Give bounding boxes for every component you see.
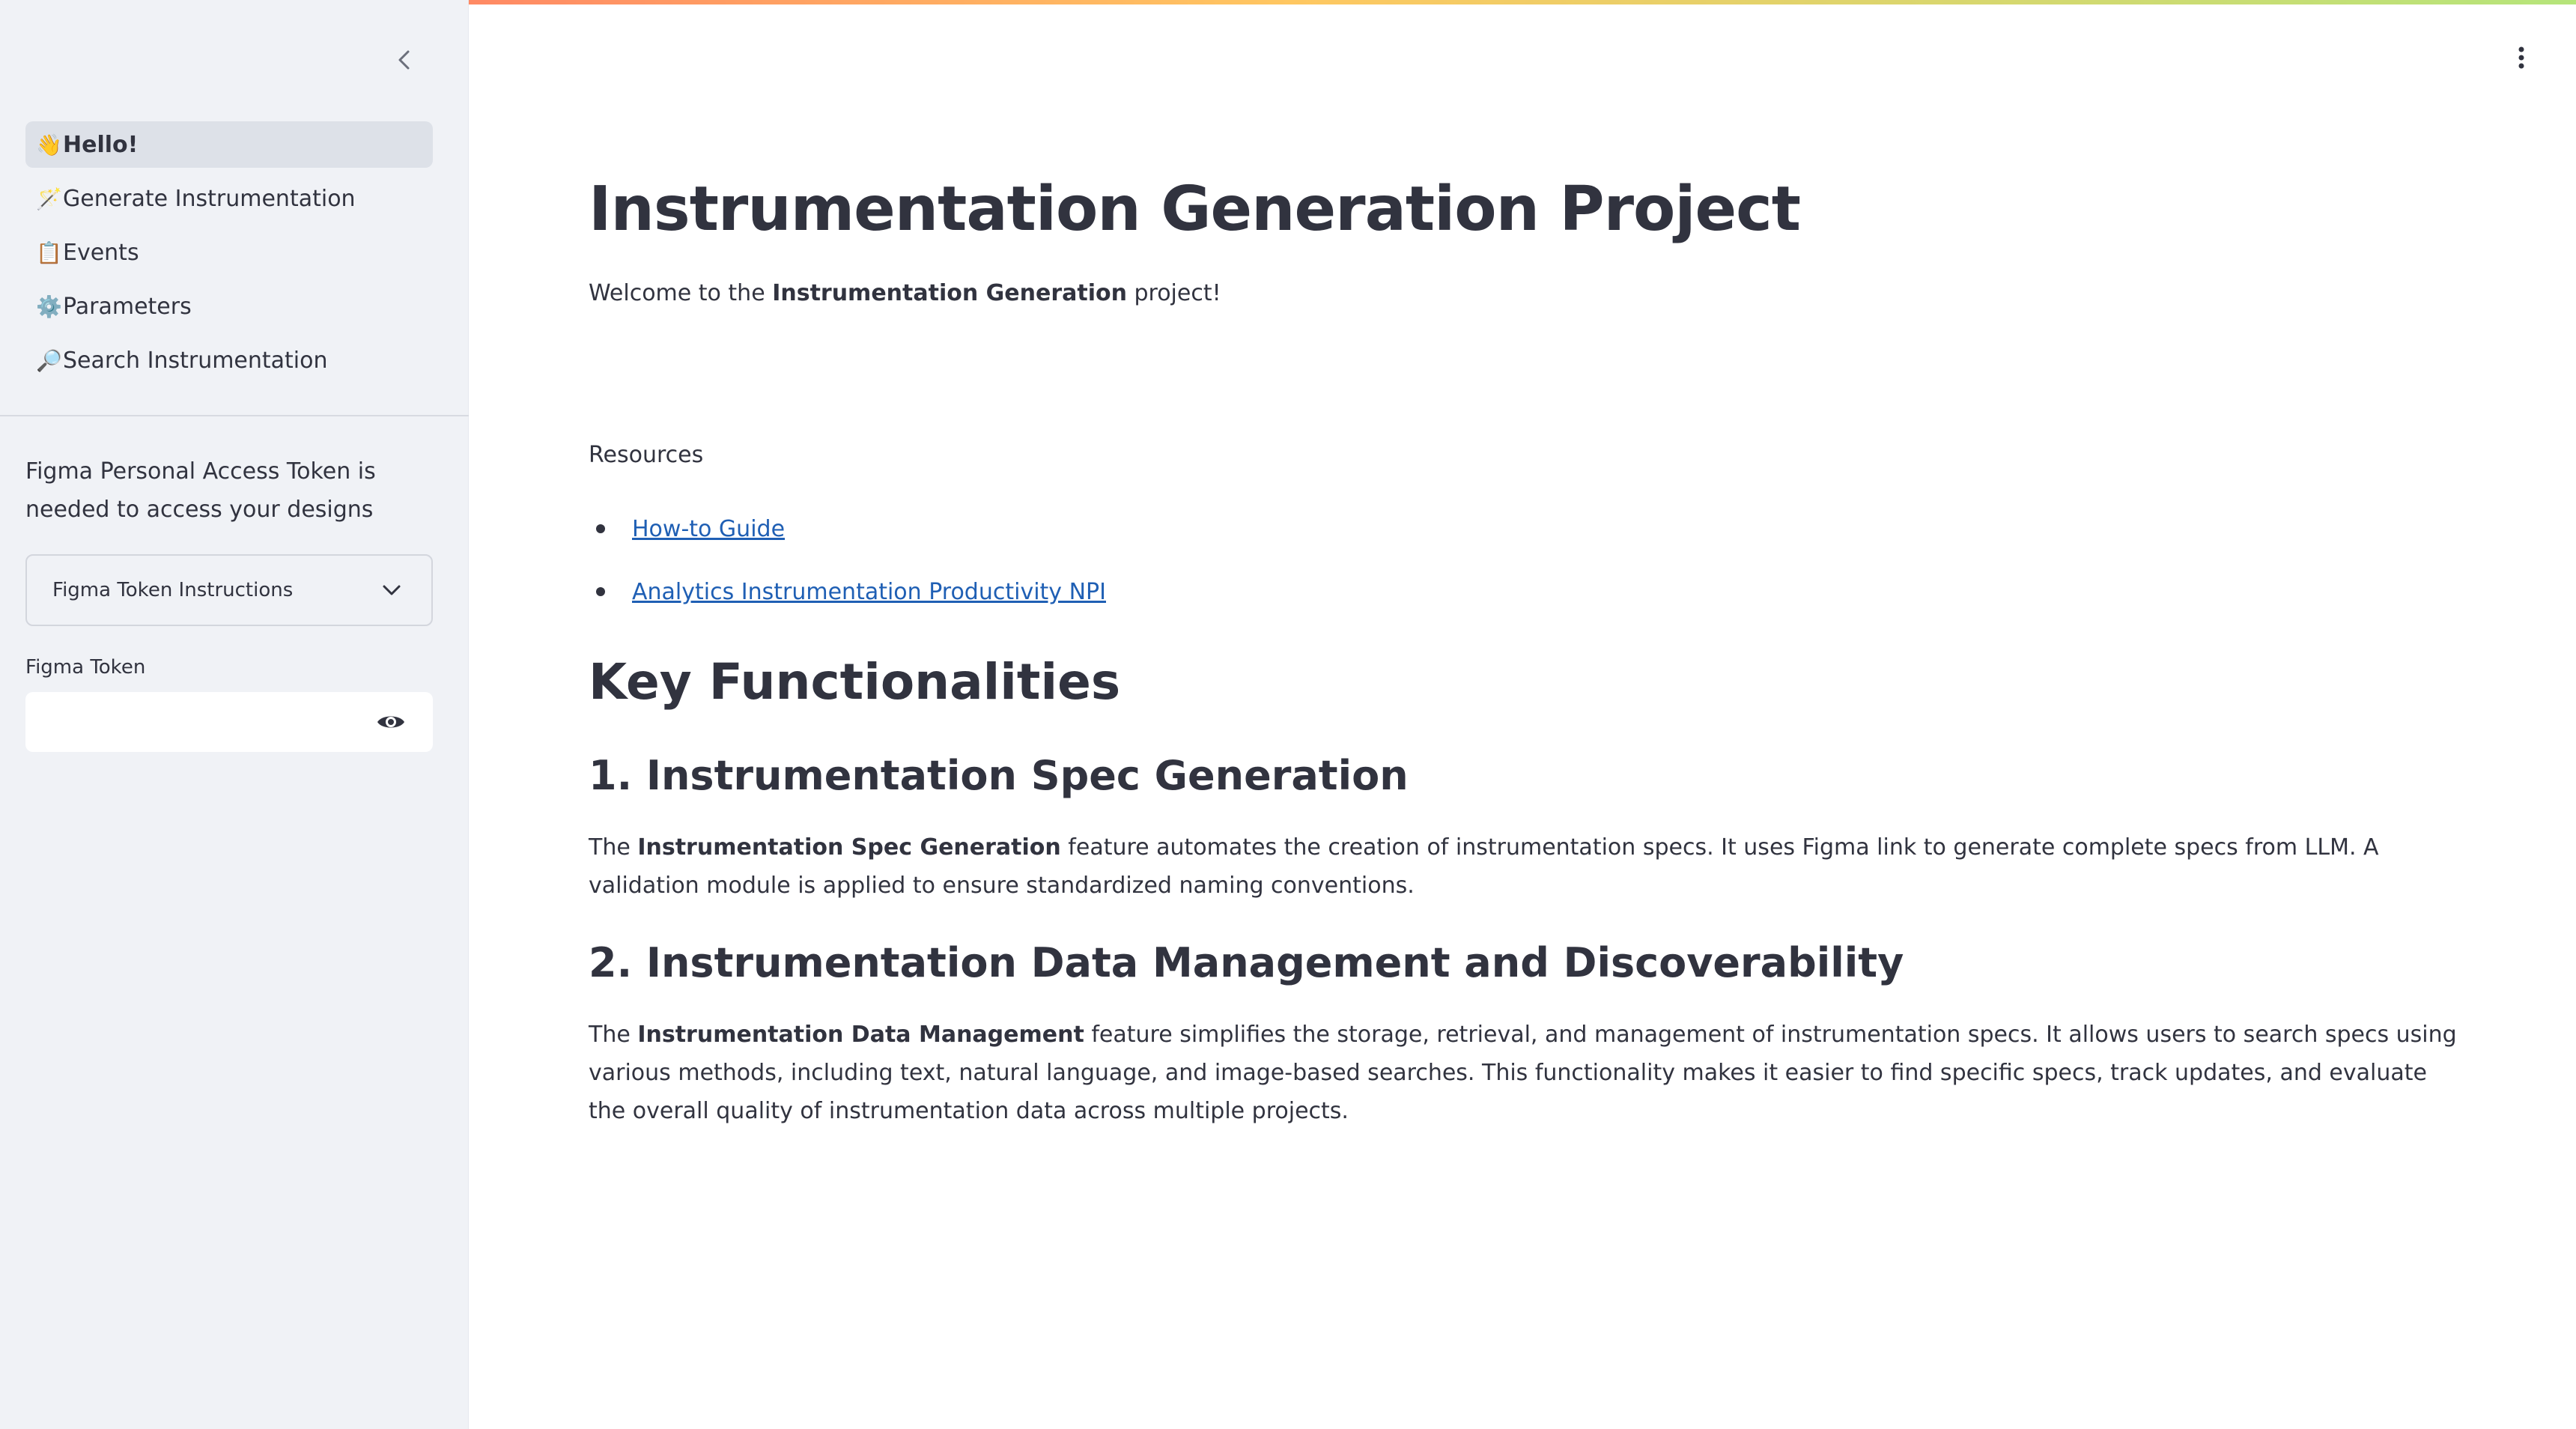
key-functionalities-heading: Key Functionalities	[589, 653, 1121, 711]
eye-icon	[376, 712, 406, 732]
welcome-bold: Instrumentation Generation	[772, 280, 1127, 306]
list-item	[589, 497, 1106, 560]
feature-bold: Instrumentation Spec Generation	[637, 834, 1061, 861]
chevron-left-icon	[396, 49, 413, 70]
sidebar	[0, 0, 469, 1429]
welcome-prefix: Welcome to the	[589, 280, 773, 306]
feature-description-data-management	[589, 1016, 2461, 1130]
figma-token-input[interactable]	[25, 692, 361, 752]
figma-token-note: Figma Personal Access Token is needed to access your designs	[25, 458, 376, 523]
magic-wand-icon: 🪄	[36, 186, 62, 211]
sidebar-item-search-instrumentation[interactable]	[25, 337, 433, 383]
expander-label: Figma Token Instructions	[52, 579, 294, 601]
wave-icon: 👋	[36, 132, 62, 157]
feature-bold: Instrumentation Data Management	[637, 1022, 1084, 1048]
sidebar-nav	[25, 121, 433, 391]
sidebar-item-label: Hello!	[63, 131, 139, 158]
collapse-sidebar-button[interactable]	[386, 42, 422, 78]
sidebar-item-generate-instrumentation[interactable]	[25, 175, 433, 222]
figma-token-label: Figma Token	[25, 656, 146, 679]
sidebar-divider	[0, 415, 469, 416]
how-to-guide-link[interactable]: How-to Guide	[632, 515, 786, 542]
welcome-suffix: project!	[1126, 280, 1221, 306]
sidebar-item-hello[interactable]	[25, 121, 433, 168]
feature-description-spec-generation	[589, 828, 2461, 905]
sidebar-item-parameters[interactable]	[25, 283, 433, 330]
magnifier-icon: 🔎	[36, 348, 62, 373]
figma-token-field	[25, 692, 433, 752]
feature-text: feature automates the creation of instrumentation specs. It uses Figma link to generate complete specs from LLM. A validation module is applied to ensure standardized naming conventions.	[589, 834, 2379, 899]
page-title: Instrumentation Generation Project	[589, 174, 1800, 245]
sidebar-item-label: Events	[63, 239, 139, 266]
feature-heading-data-management: 2. Instrumentation Data Management and Discoverability	[589, 939, 1904, 986]
feature-prefix: The	[589, 1022, 638, 1048]
kebab-menu-icon	[2518, 46, 2525, 70]
feature-prefix: The	[589, 834, 638, 861]
toggle-visibility-button[interactable]	[361, 692, 421, 752]
main-menu-button[interactable]	[2501, 37, 2542, 78]
sidebar-item-label: Generate Instrumentation	[63, 185, 356, 212]
sidebar-item-events[interactable]	[25, 229, 433, 276]
figma-token-instructions-expander[interactable]	[25, 554, 433, 626]
resources-list	[589, 497, 1106, 623]
resources-label: Resources	[589, 442, 704, 468]
bullet-icon	[596, 587, 605, 596]
analytics-npi-link[interactable]: Analytics Instrumentation Productivity NPI	[632, 578, 1106, 605]
feature-text: feature simplifies the storage, retrieval, and management of instrumentation specs. It allows users to search specs using various methods, including text, natural language, and image-based searches. This functionality makes it easier to find specific specs, track updates, and evaluate the overall quality of instrumentation data across multiple projects.	[589, 1022, 2457, 1124]
gear-icon: ⚙️	[36, 294, 62, 319]
feature-heading-spec-generation: 1. Instrumentation Spec Generation	[589, 752, 1409, 799]
bullet-icon	[596, 524, 605, 533]
sidebar-item-label: Parameters	[63, 293, 192, 320]
welcome-text	[589, 280, 1221, 306]
list-item	[589, 560, 1106, 623]
clipboard-icon: 📋	[36, 240, 62, 265]
sidebar-item-label: Search Instrumentation	[63, 347, 328, 374]
chevron-down-icon	[382, 583, 401, 597]
